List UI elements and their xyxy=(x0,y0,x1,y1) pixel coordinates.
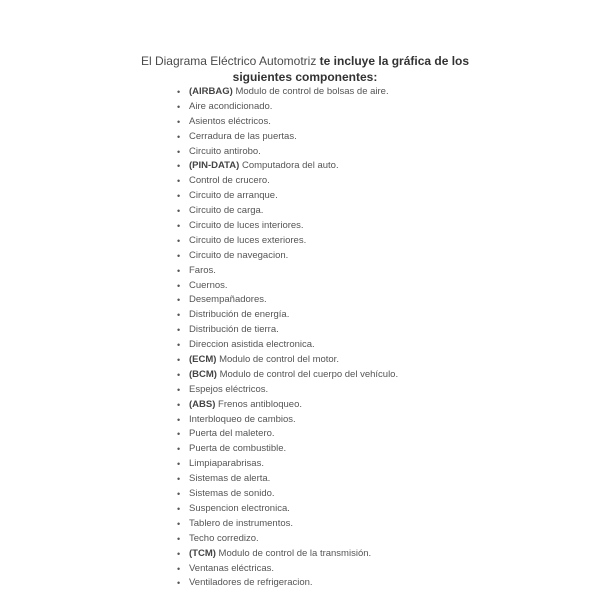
component-description: Distribución de energía. xyxy=(189,309,290,321)
list-item xyxy=(177,368,398,383)
component-code: (BCM) xyxy=(189,368,217,380)
component-description: Asientos eléctricos. xyxy=(189,115,271,127)
list-item xyxy=(177,457,398,472)
list-item xyxy=(177,532,398,547)
list-item xyxy=(177,130,398,145)
list-item xyxy=(177,323,398,338)
list-item xyxy=(177,398,398,413)
list-item xyxy=(177,442,398,457)
component-description: Puerta de combustible. xyxy=(189,443,287,455)
list-item xyxy=(177,472,398,487)
list-item xyxy=(177,413,398,428)
intro-paragraph xyxy=(110,53,500,85)
component-description: Suspencion electronica. xyxy=(189,502,290,514)
list-item xyxy=(177,159,398,174)
component-description: Espejos eléctricos. xyxy=(189,383,269,395)
component-description: Circuito de arranque. xyxy=(189,190,278,202)
list-item xyxy=(177,502,398,517)
component-description: Computadora del auto. xyxy=(239,160,339,172)
list-item xyxy=(177,249,398,264)
component-code: (AIRBAG) xyxy=(189,86,233,97)
component-description: Sistemas de alerta. xyxy=(189,473,271,485)
list-item xyxy=(177,308,398,323)
list-item xyxy=(177,547,398,562)
list-item xyxy=(177,383,398,398)
component-code: (ABS) xyxy=(189,398,216,410)
component-description: Desempañadores. xyxy=(189,294,267,306)
component-code: (TCM) xyxy=(189,547,216,559)
list-item xyxy=(177,264,398,279)
component-description: Cerradura de las puertas. xyxy=(189,130,297,142)
component-description: Frenos antibloqueo. xyxy=(215,398,303,410)
list-item xyxy=(177,576,398,591)
list-item xyxy=(177,174,398,189)
list-item xyxy=(177,353,398,368)
component-description: Faros. xyxy=(189,264,216,276)
intro-plain-text: El Diagrama Eléctrico Automotriz xyxy=(140,54,320,68)
component-description: Modulo de control del cuerpo del vehículo. xyxy=(216,368,399,380)
list-item xyxy=(177,562,398,577)
intro-bold-text: te incluye la gráfica de los siguientes componentes: xyxy=(232,54,470,84)
component-description: Circuito de luces exteriores. xyxy=(189,234,307,246)
list-item xyxy=(177,234,398,249)
component-description: Puerta del maletero. xyxy=(189,428,275,440)
list-item xyxy=(177,487,398,502)
component-description: Circuito de carga. xyxy=(189,205,264,217)
list-item xyxy=(177,293,398,308)
list-item xyxy=(177,219,398,234)
list-item xyxy=(177,85,398,100)
list-item xyxy=(177,338,398,353)
component-description: Cuernos. xyxy=(189,279,228,291)
component-description: Circuito de luces interiores. xyxy=(189,220,304,232)
component-description: Ventiladores de refrigeracion. xyxy=(189,577,313,589)
component-code: (ECM) xyxy=(189,354,217,366)
component-description: Sistemas de sonido. xyxy=(189,488,275,500)
component-code: (PIN-DATA) xyxy=(189,160,240,172)
component-description: Circuito antirobo. xyxy=(189,145,261,157)
component-description: Control de crucero. xyxy=(189,175,270,187)
component-description: Limpiaparabrisas. xyxy=(189,458,264,470)
component-description: Modulo de control del motor. xyxy=(216,354,339,366)
component-description: Circuito de navegacion. xyxy=(189,249,289,261)
list-item xyxy=(177,427,398,442)
component-description: Modulo de control de la transmisión. xyxy=(215,547,372,559)
list-item xyxy=(177,204,398,219)
component-description: Direccion asistida electronica. xyxy=(189,339,315,351)
list-item xyxy=(177,517,398,532)
list-item xyxy=(177,115,398,130)
list-item xyxy=(177,145,398,160)
list-item xyxy=(177,279,398,294)
component-description: Techo corredizo. xyxy=(189,532,259,544)
component-description: Aire acondicionado. xyxy=(189,100,273,112)
list-item xyxy=(177,100,398,115)
component-description: Interbloqueo de cambios. xyxy=(189,413,296,425)
components-list xyxy=(177,85,398,591)
list-item xyxy=(177,189,398,204)
component-description: Tablero de instrumentos. xyxy=(189,517,294,529)
component-description: Distribución de tierra. xyxy=(189,324,279,336)
component-description: Modulo de control de bolsas de aire. xyxy=(232,86,389,97)
component-description: Ventanas eléctricas. xyxy=(189,562,275,574)
